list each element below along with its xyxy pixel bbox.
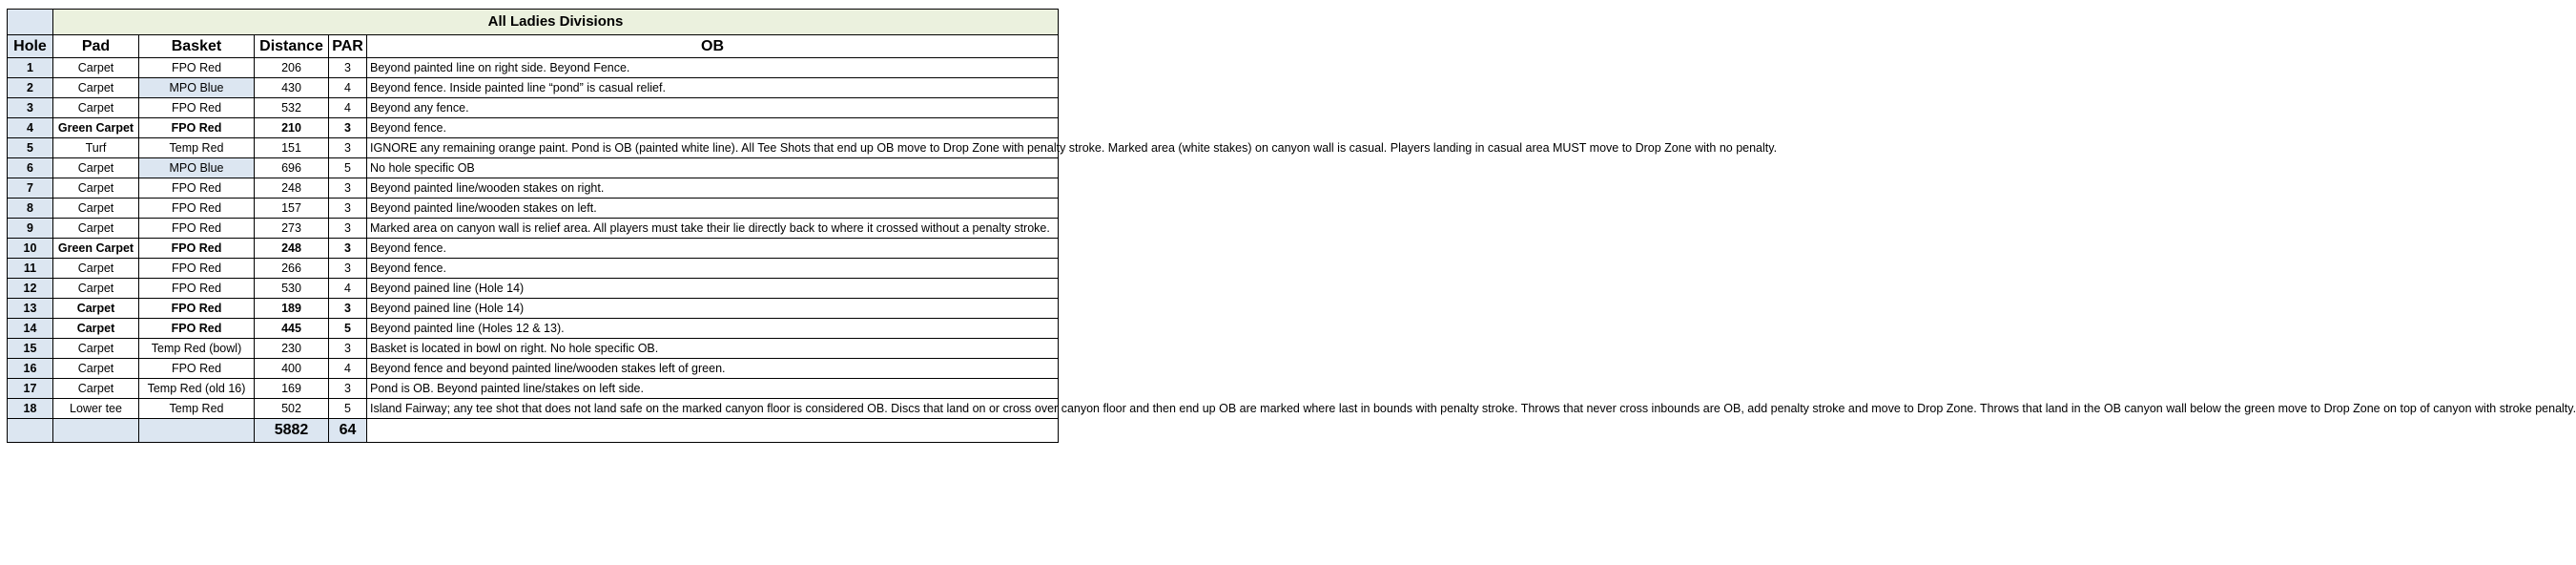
table-row	[8, 138, 1059, 158]
table-body	[8, 10, 2576, 443]
hole-cell: 6	[8, 158, 53, 178]
distance-cell: 532	[255, 98, 329, 118]
ob-cell: Beyond fence.	[367, 239, 1059, 259]
pad-cell: Carpet	[53, 259, 139, 279]
basket-cell: FPO Red	[139, 259, 255, 279]
distance-cell: 157	[255, 199, 329, 219]
ob-cell: Beyond painted line/wooden stakes on left.	[367, 199, 1059, 219]
hole-cell: 3	[8, 98, 53, 118]
distance-cell: 400	[255, 359, 329, 379]
table-row	[8, 219, 1059, 239]
table-row	[8, 199, 1059, 219]
basket-cell: FPO Red	[139, 219, 255, 239]
distance-cell: 210	[255, 118, 329, 138]
par-cell: 4	[329, 279, 367, 299]
pad-cell: Carpet	[53, 299, 139, 319]
table-row	[8, 259, 1059, 279]
distance-cell: 266	[255, 259, 329, 279]
hole-cell: 17	[8, 379, 53, 399]
basket-cell: FPO Red	[139, 279, 255, 299]
par-cell: 3	[329, 239, 367, 259]
hole-cell: 14	[8, 319, 53, 339]
distance-cell: 248	[255, 178, 329, 199]
hole-cell: 16	[8, 359, 53, 379]
pad-cell: Carpet	[53, 178, 139, 199]
distance-cell: 169	[255, 379, 329, 399]
hole-cell: 8	[8, 199, 53, 219]
pad-cell: Carpet	[53, 359, 139, 379]
corner-cell	[8, 10, 53, 35]
table-row	[8, 239, 1059, 259]
hole-cell: 4	[8, 118, 53, 138]
distance-cell: 696	[255, 158, 329, 178]
hole-cell: 15	[8, 339, 53, 359]
ob-cell: Beyond fence and beyond painted line/wooden stakes left of green.	[367, 359, 1059, 379]
ob-cell: Beyond pained line (Hole 14)	[367, 279, 1059, 299]
pad-cell: Carpet	[53, 279, 139, 299]
course-table	[7, 9, 2576, 443]
basket-cell: Temp Red (bowl)	[139, 339, 255, 359]
totals-blank	[367, 419, 1059, 443]
hole-cell: 5	[8, 138, 53, 158]
ob-cell: Beyond fence.	[367, 118, 1059, 138]
par-cell: 3	[329, 58, 367, 78]
basket-cell: FPO Red	[139, 118, 255, 138]
ob-cell: Beyond painted line/wooden stakes on right.	[367, 178, 1059, 199]
hole-cell: 2	[8, 78, 53, 98]
ob-cell: Island Fairway; any tee shot that does not land safe on the marked canyon floor is considered OB. Discs that land on or cross over canyon floor and then end up OB are marked where last in bounds with penalty stroke. Throws that never cross inbounds are OB, add penalty stroke and move to Drop Zone. Throws that land in the OB canyon wall below the green move to Drop Zone on top of canyon with stroke penalty.	[367, 399, 1059, 419]
ob-cell: Beyond any fence.	[367, 98, 1059, 118]
pad-cell: Carpet	[53, 58, 139, 78]
par-cell: 5	[329, 158, 367, 178]
par-cell: 3	[329, 219, 367, 239]
distance-cell: 151	[255, 138, 329, 158]
par-cell: 4	[329, 98, 367, 118]
distance-cell: 230	[255, 339, 329, 359]
distance-cell: 273	[255, 219, 329, 239]
ob-cell: No hole specific OB	[367, 158, 1059, 178]
header-distance: Distance	[255, 35, 329, 58]
pad-cell: Carpet	[53, 319, 139, 339]
ob-cell: Beyond pained line (Hole 14)	[367, 299, 1059, 319]
totals-blank	[53, 419, 139, 443]
totals-row	[8, 419, 1059, 443]
table-row	[8, 158, 1059, 178]
table-row	[8, 98, 1059, 118]
ob-cell: Pond is OB. Beyond painted line/stakes on left side.	[367, 379, 1059, 399]
par-cell: 4	[329, 359, 367, 379]
hole-cell: 7	[8, 178, 53, 199]
par-cell: 3	[329, 178, 367, 199]
hole-cell: 12	[8, 279, 53, 299]
table-row	[8, 359, 1059, 379]
table-row	[8, 339, 1059, 359]
totals-blank	[8, 419, 53, 443]
basket-cell: Temp Red	[139, 399, 255, 419]
table-row	[8, 279, 1059, 299]
hole-cell: 18	[8, 399, 53, 419]
header-basket: Basket	[139, 35, 255, 58]
distance-cell: 206	[255, 58, 329, 78]
pad-cell: Carpet	[53, 98, 139, 118]
distance-cell: 248	[255, 239, 329, 259]
basket-cell: Temp Red (old 16)	[139, 379, 255, 399]
pad-cell: Carpet	[53, 339, 139, 359]
distance-cell: 189	[255, 299, 329, 319]
basket-cell: MPO Blue	[139, 158, 255, 178]
basket-cell: FPO Red	[139, 239, 255, 259]
pad-cell: Carpet	[53, 158, 139, 178]
ob-cell: Beyond fence.	[367, 259, 1059, 279]
distance-cell: 445	[255, 319, 329, 339]
basket-cell: FPO Red	[139, 98, 255, 118]
basket-cell: MPO Blue	[139, 78, 255, 98]
table-row	[8, 399, 1059, 419]
distance-cell: 502	[255, 399, 329, 419]
basket-cell: FPO Red	[139, 199, 255, 219]
header-par: PAR	[329, 35, 367, 58]
title-row	[8, 10, 1059, 35]
basket-cell: FPO Red	[139, 359, 255, 379]
ob-cell: Beyond fence. Inside painted line “pond” is casual relief.	[367, 78, 1059, 98]
par-cell: 3	[329, 138, 367, 158]
ob-cell: Beyond painted line (Holes 12 & 13).	[367, 319, 1059, 339]
pad-cell: Green Carpet	[53, 239, 139, 259]
table-row	[8, 178, 1059, 199]
basket-cell: FPO Red	[139, 178, 255, 199]
par-cell: 3	[329, 259, 367, 279]
pad-cell: Carpet	[53, 379, 139, 399]
basket-cell: FPO Red	[139, 319, 255, 339]
ob-cell: IGNORE any remaining orange paint. Pond is OB (painted white line). All Tee Shots that end up OB move to Drop Zone with penalty stroke. Marked area (white stakes) on canyon wall is casual. Players landing in casual area MUST move to Drop Zone with no penalty.	[367, 138, 1059, 158]
par-cell: 3	[329, 379, 367, 399]
table-title: All Ladies Divisions	[53, 10, 1059, 35]
total-distance: 5882	[255, 419, 329, 443]
table-row	[8, 379, 1059, 399]
hole-cell: 11	[8, 259, 53, 279]
total-par: 64	[329, 419, 367, 443]
totals-blank	[139, 419, 255, 443]
distance-cell: 430	[255, 78, 329, 98]
ob-cell: Marked area on canyon wall is relief area. All players must take their lie directly back to where it crossed without a penalty stroke.	[367, 219, 1059, 239]
table-row	[8, 299, 1059, 319]
header-hole: Hole	[8, 35, 53, 58]
basket-cell: FPO Red	[139, 299, 255, 319]
pad-cell: Carpet	[53, 78, 139, 98]
table-row	[8, 118, 1059, 138]
basket-cell: Temp Red	[139, 138, 255, 158]
par-cell: 3	[329, 118, 367, 138]
pad-cell: Lower tee	[53, 399, 139, 419]
pad-cell: Green Carpet	[53, 118, 139, 138]
par-cell: 3	[329, 339, 367, 359]
table-row	[8, 58, 1059, 78]
header-row	[8, 35, 1059, 58]
par-cell: 3	[329, 199, 367, 219]
pad-cell: Turf	[53, 138, 139, 158]
par-cell: 5	[329, 399, 367, 419]
header-pad: Pad	[53, 35, 139, 58]
hole-cell: 9	[8, 219, 53, 239]
par-cell: 3	[329, 299, 367, 319]
table-row	[8, 319, 1059, 339]
header-ob: OB	[367, 35, 1059, 58]
pad-cell: Carpet	[53, 219, 139, 239]
par-cell: 5	[329, 319, 367, 339]
par-cell: 4	[329, 78, 367, 98]
basket-cell: FPO Red	[139, 58, 255, 78]
hole-cell: 1	[8, 58, 53, 78]
hole-cell: 13	[8, 299, 53, 319]
hole-cell: 10	[8, 239, 53, 259]
ob-cell: Beyond painted line on right side. Beyond Fence.	[367, 58, 1059, 78]
pad-cell: Carpet	[53, 199, 139, 219]
distance-cell: 530	[255, 279, 329, 299]
ob-cell: Basket is located in bowl on right. No hole specific OB.	[367, 339, 1059, 359]
table-row	[8, 78, 1059, 98]
